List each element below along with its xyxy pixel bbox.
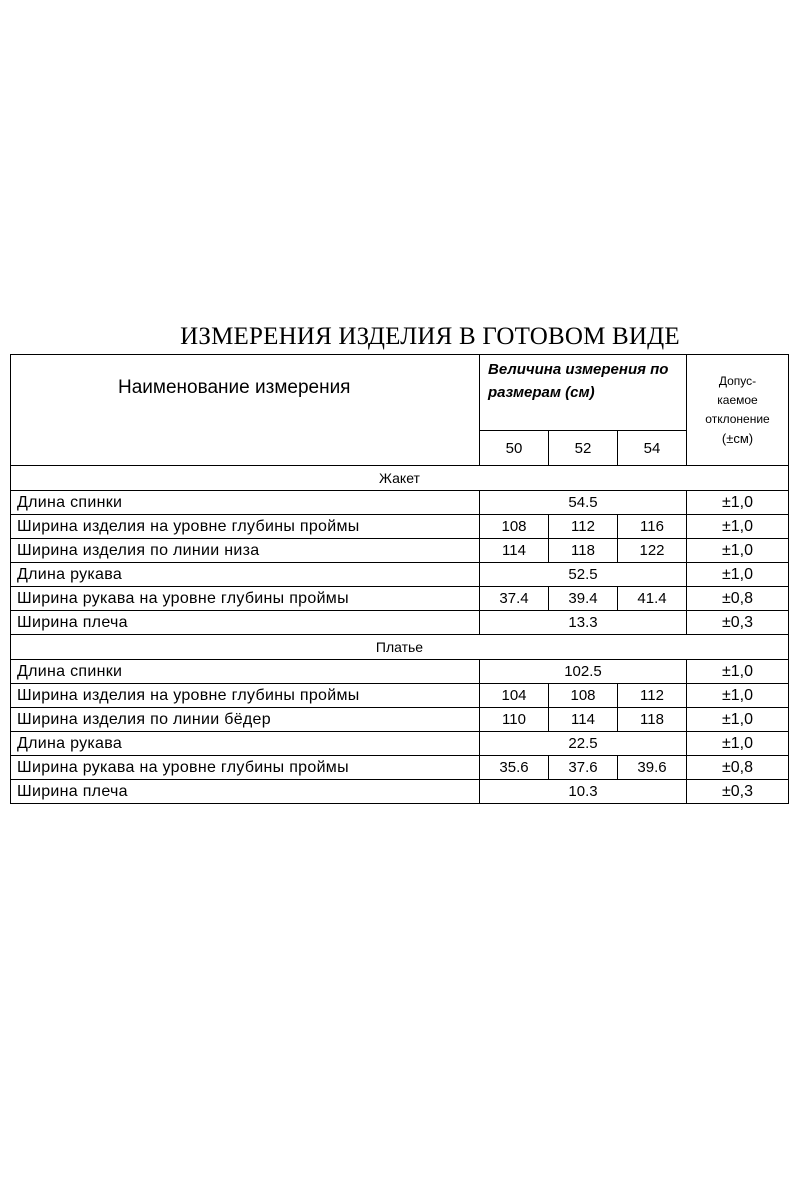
tolerance-value: ±0,3 — [687, 780, 789, 804]
measurement-name: Длина рукава — [11, 732, 480, 756]
measurement-value: 13.3 — [480, 611, 687, 635]
tolerance-value: ±1,0 — [687, 491, 789, 515]
size-50: 50 — [480, 431, 549, 466]
measurement-value: 104 — [480, 684, 549, 708]
measurement-value: 39.4 — [549, 587, 618, 611]
tolerance-value: ±0,8 — [687, 756, 789, 780]
size-54: 54 — [618, 431, 687, 466]
measurement-name: Ширина рукава на уровне глубины проймы — [11, 587, 480, 611]
measurement-value: 108 — [480, 515, 549, 539]
table-row — [11, 780, 789, 804]
measurement-value: 41.4 — [618, 587, 687, 611]
tolerance-value: ±0,8 — [687, 587, 789, 611]
measurement-name: Длина спинки — [11, 660, 480, 684]
tolerance-value: ±1,0 — [687, 515, 789, 539]
section-title: Жакет — [11, 466, 789, 491]
tolerance-value: ±1,0 — [687, 660, 789, 684]
table-row — [11, 684, 789, 708]
tolerance-value: ±1,0 — [687, 684, 789, 708]
section-row — [11, 466, 789, 491]
measurement-name: Ширина изделия на уровне глубины проймы — [11, 684, 480, 708]
table-row — [11, 587, 789, 611]
table-row — [11, 491, 789, 515]
tolerance-value: ±0,3 — [687, 611, 789, 635]
measurement-value: 122 — [618, 539, 687, 563]
table-row — [11, 515, 789, 539]
measurement-value: 35.6 — [480, 756, 549, 780]
measurement-value: 52.5 — [480, 563, 687, 587]
measurement-value: 114 — [480, 539, 549, 563]
table-row — [11, 756, 789, 780]
measurements-table — [10, 354, 789, 804]
measurement-name: Ширина рукава на уровне глубины проймы — [11, 756, 480, 780]
measurement-value: 39.6 — [618, 756, 687, 780]
tolerance-line-4: (±см) — [721, 431, 754, 446]
measurement-value: 116 — [618, 515, 687, 539]
measurement-name: Ширина изделия по линии бёдер — [11, 708, 480, 732]
table-row — [11, 539, 789, 563]
table-row — [11, 732, 789, 756]
measurement-value: 108 — [549, 684, 618, 708]
size-52: 52 — [549, 431, 618, 466]
measurement-value: 114 — [549, 708, 618, 732]
measurement-value: 112 — [549, 515, 618, 539]
measurement-value: 37.4 — [480, 587, 549, 611]
measurement-value: 112 — [618, 684, 687, 708]
section-title: Платье — [11, 635, 789, 660]
measurement-name: Ширина плеча — [11, 611, 480, 635]
measurement-name: Ширина изделия по линии низа — [11, 539, 480, 563]
measurement-name: Ширина изделия на уровне глубины проймы — [11, 515, 480, 539]
tolerance-value: ±1,0 — [687, 732, 789, 756]
tolerance-line-3: отклонение — [705, 412, 770, 426]
table-header — [11, 355, 789, 466]
page-title: ИЗМЕРЕНИЯ ИЗДЕЛИЯ В ГОТОВОМ ВИДЕ — [180, 323, 680, 350]
measurement-value: 22.5 — [480, 732, 687, 756]
measurement-value: 110 — [480, 708, 549, 732]
tolerance-line-2: каемое — [717, 393, 758, 407]
measurement-value: 118 — [618, 708, 687, 732]
tolerance-value: ±1,0 — [687, 539, 789, 563]
section-row — [11, 635, 789, 660]
measurement-value: 118 — [549, 539, 618, 563]
header-size-label: Величина измерения по размерам (см) — [480, 355, 687, 431]
tolerance-value: ±1,0 — [687, 563, 789, 587]
tolerance-value: ±1,0 — [687, 708, 789, 732]
measurement-value: 102.5 — [480, 660, 687, 684]
table-row — [11, 611, 789, 635]
measurement-value: 10.3 — [480, 780, 687, 804]
measurement-value: 54.5 — [480, 491, 687, 515]
measurement-name: Длина спинки — [11, 491, 480, 515]
header-tolerance-label — [687, 355, 789, 466]
table-row — [11, 563, 789, 587]
tolerance-line-1: Допус- — [718, 374, 757, 388]
table-body — [11, 466, 789, 804]
header-name-label: Наименование измерения — [11, 355, 480, 466]
table-row — [11, 660, 789, 684]
measurement-name: Ширина плеча — [11, 780, 480, 804]
measurement-name: Длина рукава — [11, 563, 480, 587]
table-row — [11, 708, 789, 732]
measurement-value: 37.6 — [549, 756, 618, 780]
